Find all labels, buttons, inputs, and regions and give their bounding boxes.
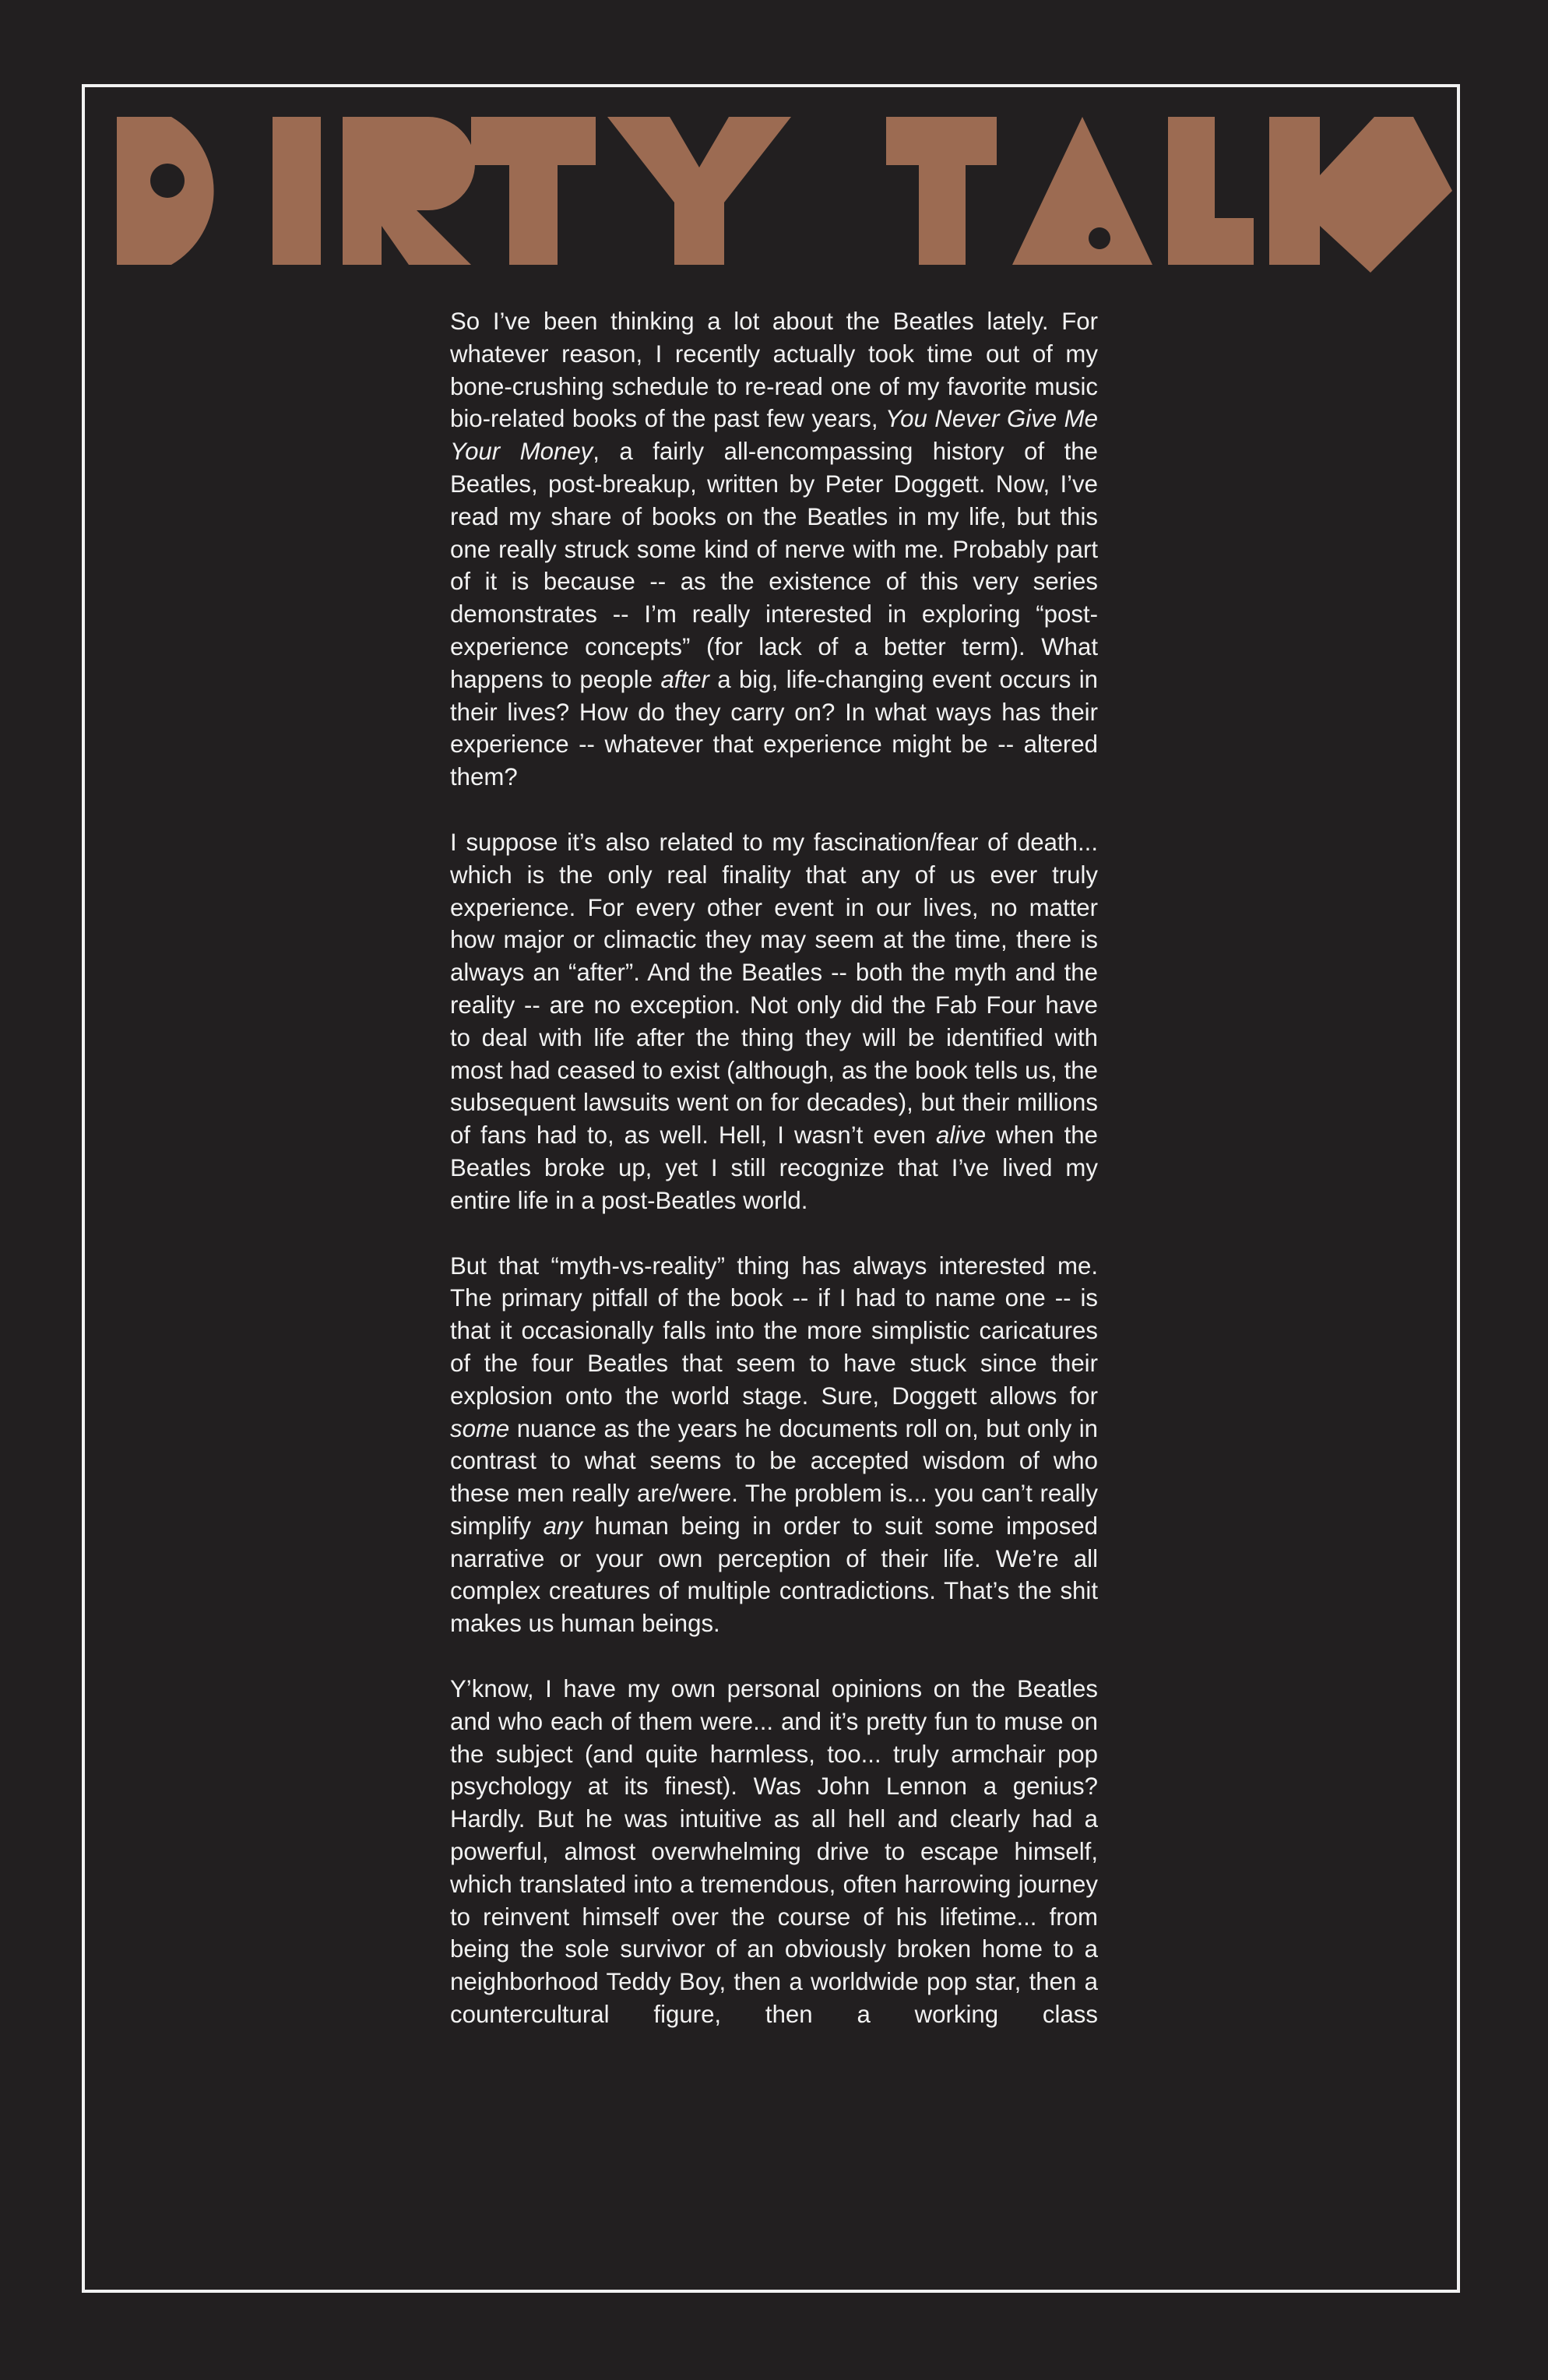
title-letter-t1 — [471, 117, 596, 265]
title-letter-r — [343, 117, 475, 265]
article-paragraph-2: I suppose it’s also related to my fascination/fear of death... which is the only real finality that any of us ever truly experience. For every other event in our lives, no matter how major or climactic they may seem at the time, there is always an “after”. And the Beatles -- both the myth and the reality -- are no exception. Not only did the Fab Four have to deal with life after the thing they will be identified with most had ceased to exist (although, as the book tells us, the subsequent lawsuits went on for decades), but their millions of fans had to, as well. Hell, I wasn’t even alive when the Beatles broke up, yet I still recognize that I’ve lived my entire life in a post-Beatles world. — [450, 828, 1098, 1214]
article-paragraph-4: Y’know, I have my own personal opinions on the Beatles and who each of them were... and it’s pretty fun to muse on the subject (and quite harmless, too... truly armchair pop psychology at its finest). Was John Lennon a genius? Hardly. But he was intuitive as all hell and clearly had a powerful, almost overwhelming drive to escape himself, which translated into a tremendous, often harrowing journey to reinvent himself over the course of his lifetime... from being the sole survivor of an obviously broken home to a neighborhood Teddy Boy, then a worldwide pop star, then a countercultural figure, then a working class — [450, 1675, 1098, 2029]
title-letter-t2 — [886, 117, 997, 265]
title-letter-d — [117, 117, 214, 265]
title-lettering — [117, 109, 1456, 288]
book-title: You Never Give Me Your Money — [450, 405, 1098, 466]
article-paragraph-1: So I’ve been thinking a lot about the Beatles lately. For whatever reason, I recently actually took time out of my bone-crushing schedule to re-read one of my favorite music bio-related books of the past few years, You Never Give Me Your Money, a fairly all-encompassing history of the Beatles, post-breakup, written by Peter Doggett. Now, I’ve read my share of books on the Beatles in my life, but this one really struck some kind of nerve with me. Probably part of it is because -- as the existence of this very series demonstrates -- I’m really interested in exploring “post-experience concepts” (for lack of a better term). What happens to people after a big, life-changing event occurs in their lives? How do they carry on? In what ways has their experience -- whatever that experience might be -- altered them? — [450, 308, 1098, 791]
article-paragraph-3: But that “myth-vs-reality” thing has always interested me. The primary pitfall of the book -- if I had to name one -- is that it occasionally falls into the more simplistic caricatures of the four Beatles that seem to have stuck since their explosion onto the world stage. Sure, Doggett allows for some nuance as the years he documents roll on, but only in contrast to what seems to be accepted wisdom of who these men really are/were. The problem is... you can’t really simplify any human being in order to suit some imposed narrative or your own perception of their life. We’re all complex creatures of multiple contradictions. That’s the shit makes us human beings. — [450, 1252, 1098, 1638]
title-letter-i — [273, 117, 321, 265]
title-letter-y — [607, 117, 791, 265]
title-letter-k — [1269, 117, 1452, 273]
title-logo — [117, 109, 1456, 288]
title-letter-l — [1168, 117, 1254, 265]
title-letter-a — [1012, 117, 1152, 265]
article-body — [450, 305, 1098, 2031]
